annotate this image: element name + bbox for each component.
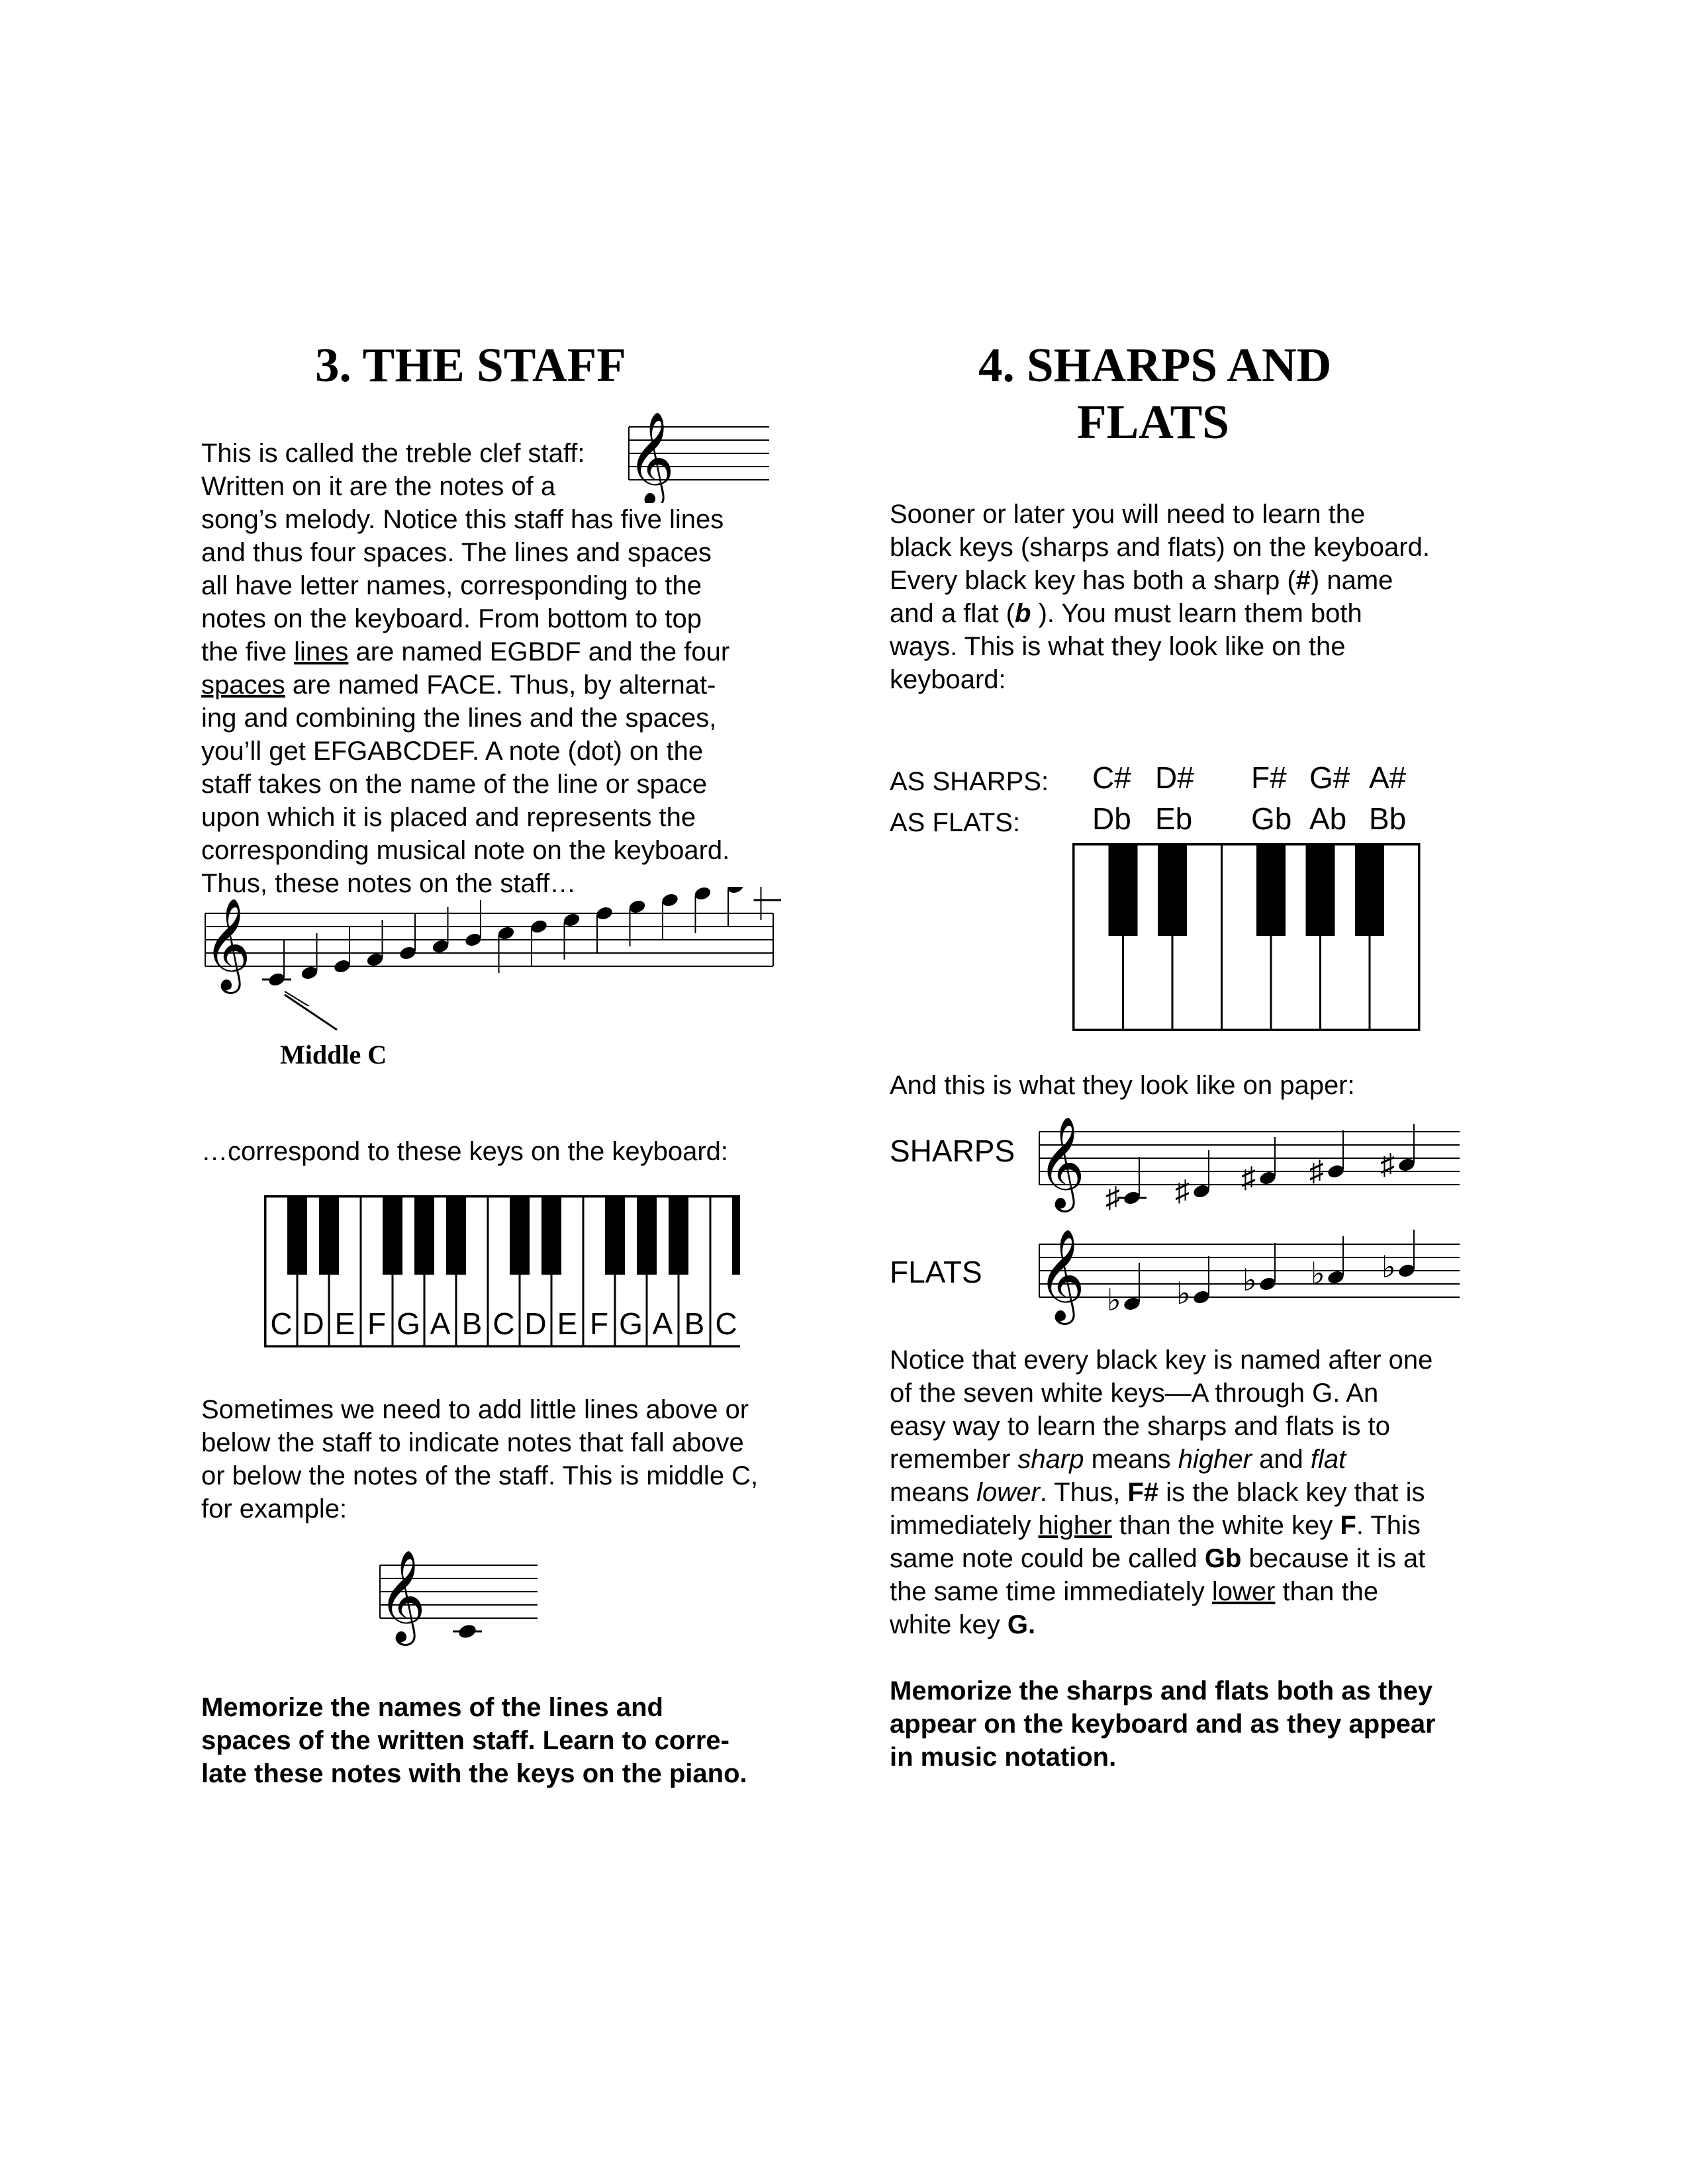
note-head bbox=[530, 919, 548, 934]
intro-line: black keys (sharps and flats) on the keyboard. bbox=[890, 533, 1430, 562]
as-sharps-label: AS SHARPS: bbox=[890, 767, 1049, 796]
note-head bbox=[333, 958, 352, 974]
treble-clef-icon: 𝄞 bbox=[628, 413, 675, 502]
black-key bbox=[287, 1197, 307, 1275]
intro-line: all have letter names, corresponding to the bbox=[201, 571, 702, 600]
intro-line-lines bbox=[201, 635, 797, 668]
text: because it is at bbox=[1241, 1544, 1426, 1573]
intro-line: corresponding musical note on the keyboard. bbox=[201, 836, 730, 865]
key-label: C bbox=[492, 1306, 515, 1341]
ledger-line: for example: bbox=[201, 1494, 348, 1524]
intro-line: Sooner or later you will need to learn the bbox=[890, 500, 1366, 529]
sharp-note-head bbox=[1123, 1190, 1141, 1206]
middle-c-note bbox=[457, 1623, 478, 1640]
ascending-notes-staff bbox=[199, 887, 781, 1006]
text: are named EGBDF and the four bbox=[348, 637, 730, 666]
memorize-line: late these notes with the keys on the piano. bbox=[201, 1759, 747, 1788]
key-label: A bbox=[430, 1306, 451, 1341]
sharps-intro bbox=[890, 498, 1485, 696]
note-head bbox=[496, 925, 515, 941]
flat-sign-icon: ♭ bbox=[1243, 1263, 1257, 1297]
flat-note-head bbox=[1192, 1289, 1211, 1305]
flat-sign-icon: ♭ bbox=[1107, 1283, 1121, 1317]
sharps-staff bbox=[1033, 1105, 1470, 1218]
memorize-line: Memorize the names of the lines and bbox=[201, 1693, 663, 1722]
bold-gb: Gb bbox=[1204, 1544, 1242, 1573]
note-head bbox=[595, 905, 614, 921]
note-head bbox=[464, 932, 483, 948]
bold-f-sharp: F# bbox=[1127, 1478, 1159, 1507]
middle-c-pointer bbox=[281, 991, 348, 1031]
paper-text: And this is what they look like on paper: bbox=[890, 1071, 1355, 1100]
italic-lower: lower bbox=[976, 1478, 1040, 1507]
treble-clef-icon: 𝄞 bbox=[379, 1551, 426, 1640]
left-memorize bbox=[201, 1691, 797, 1790]
memorize-line: spaces of the written staff. Learn to corre- bbox=[201, 1726, 729, 1755]
intro-line: Thus, these notes on the staff… bbox=[201, 869, 577, 898]
treble-clef-icon: 𝄞 bbox=[204, 899, 251, 988]
black-key bbox=[637, 1197, 657, 1275]
intro-line: staff takes on the name of the line or space bbox=[201, 770, 708, 799]
staff-notes bbox=[262, 887, 781, 987]
key-label: F bbox=[589, 1306, 609, 1341]
key-label: D bbox=[302, 1306, 324, 1341]
treble-clef-icon: 𝄞 bbox=[1038, 1118, 1085, 1206]
memorize-line: in music notation. bbox=[890, 1743, 1117, 1772]
note-head bbox=[693, 887, 712, 901]
text: means bbox=[890, 1478, 977, 1507]
notice-line bbox=[890, 1476, 1485, 1509]
intro-line: you’ll get EFGABCDEF. A note (dot) on the bbox=[201, 737, 704, 766]
notice-line bbox=[890, 1509, 1485, 1542]
note-head bbox=[300, 965, 318, 981]
black-key bbox=[732, 1197, 740, 1275]
text: than the white key bbox=[1111, 1511, 1340, 1540]
intro-line: ing and combining the lines and the spaces, bbox=[201, 704, 717, 733]
black-key bbox=[669, 1197, 688, 1275]
black-key bbox=[319, 1197, 339, 1275]
intro-line: upon which it is placed and represents the bbox=[201, 803, 696, 832]
flat-sign-icon: ♭ bbox=[1382, 1250, 1396, 1284]
black-key bbox=[1306, 844, 1335, 936]
flat-name: Ab bbox=[1309, 801, 1347, 836]
notice-line bbox=[890, 1575, 1485, 1608]
sharp-name: A# bbox=[1369, 760, 1407, 795]
key-label: D bbox=[524, 1306, 547, 1341]
black-key bbox=[605, 1197, 625, 1275]
text: the five bbox=[201, 637, 295, 666]
memorize-line: appear on the keyboard and as they appear bbox=[890, 1709, 1436, 1739]
note-head bbox=[726, 887, 745, 895]
bold-f: F bbox=[1340, 1511, 1356, 1540]
note-head bbox=[365, 952, 384, 968]
italic-sharp: sharp bbox=[1017, 1445, 1084, 1474]
intro-line: notes on the keyboard. From bottom to top bbox=[201, 604, 702, 633]
flat-symbol: b bbox=[1015, 599, 1031, 628]
black-key bbox=[1256, 844, 1286, 936]
italic-higher: higher bbox=[1178, 1445, 1252, 1474]
sharp-sign-icon: ♯ bbox=[1105, 1181, 1120, 1214]
intro-line bbox=[890, 597, 1485, 630]
underlined-spaces: spaces bbox=[201, 670, 285, 700]
text: than the bbox=[1275, 1577, 1379, 1606]
text: Every black key has both a sharp ( bbox=[890, 566, 1296, 595]
text: immediately bbox=[890, 1511, 1039, 1540]
black-key bbox=[1109, 844, 1138, 936]
sharp-sign-icon: ♯ bbox=[1380, 1148, 1395, 1181]
correspond-text: …correspond to these keys on the keyboard: bbox=[201, 1137, 729, 1166]
notice-line: easy way to learn the sharps and flats is to bbox=[890, 1412, 1390, 1441]
ledger-line: Sometimes we need to add little lines above or bbox=[201, 1395, 749, 1424]
bold-g: G. bbox=[1007, 1610, 1036, 1639]
intro-line: keyboard: bbox=[890, 665, 1006, 694]
intro-line: This is called the treble clef staff: bbox=[201, 439, 585, 468]
flat-name: Gb bbox=[1251, 801, 1292, 836]
intro-line-spaces bbox=[201, 668, 797, 702]
key-label: E bbox=[334, 1306, 355, 1341]
intro-line: song’s melody. Notice this staff has five lines bbox=[201, 505, 724, 534]
italic-flat: flat bbox=[1310, 1445, 1346, 1474]
notice-line bbox=[890, 1608, 1485, 1641]
intro-line: Written on it are the notes of a bbox=[201, 472, 556, 501]
sharp-name: D# bbox=[1155, 760, 1194, 795]
flat-note-head bbox=[1397, 1263, 1416, 1279]
key-label: C bbox=[715, 1306, 737, 1341]
key-label: C bbox=[270, 1306, 293, 1341]
text: . Thus, bbox=[1039, 1478, 1128, 1507]
note-head bbox=[628, 899, 646, 915]
notice-line: Notice that every black key is named after one bbox=[890, 1345, 1433, 1375]
black-key bbox=[383, 1197, 402, 1275]
sharp-name: C# bbox=[1092, 760, 1131, 795]
note-head bbox=[562, 912, 581, 928]
note-head bbox=[431, 938, 449, 954]
key-label: A bbox=[652, 1306, 673, 1341]
sharp-note-head bbox=[1327, 1163, 1345, 1179]
intro-line: and thus four spaces. The lines and spaces bbox=[201, 538, 712, 567]
note-head bbox=[399, 945, 417, 961]
notice-paragraph bbox=[890, 1343, 1485, 1641]
flats-label: FLATS bbox=[890, 1255, 982, 1289]
right-memorize bbox=[890, 1674, 1485, 1774]
sharp-note-head bbox=[1397, 1157, 1416, 1173]
as-flats-label: AS FLATS: bbox=[890, 808, 1021, 837]
ledger-text bbox=[201, 1393, 797, 1525]
keyboard-left bbox=[263, 1191, 740, 1350]
intro-line: ways. This is what they look like on the bbox=[890, 632, 1346, 661]
sharp-note-head bbox=[1258, 1170, 1277, 1186]
middle-c-staff bbox=[371, 1545, 543, 1661]
notice-line: of the seven white keys—A through G. An bbox=[890, 1379, 1379, 1408]
flat-name: Eb bbox=[1155, 801, 1193, 836]
text: is the black key that is bbox=[1158, 1478, 1425, 1507]
text: . This bbox=[1356, 1511, 1421, 1540]
text: white key bbox=[890, 1610, 1008, 1639]
keyboard-right bbox=[1071, 842, 1422, 1034]
text: ) name bbox=[1310, 566, 1393, 595]
text: and a flat ( bbox=[890, 599, 1015, 628]
ledger-line: below the staff to indicate notes that fall above bbox=[201, 1428, 744, 1457]
text: the same time immediately bbox=[890, 1577, 1212, 1606]
sharp-sign-icon: ♯ bbox=[1241, 1161, 1256, 1194]
notice-line bbox=[890, 1542, 1485, 1575]
black-key bbox=[446, 1197, 466, 1275]
middle-c-label: Middle C bbox=[280, 1040, 387, 1069]
sharp-symbol: # bbox=[1295, 566, 1311, 595]
key-label: G bbox=[397, 1306, 420, 1341]
text: remember bbox=[890, 1445, 1018, 1474]
black-key bbox=[1158, 844, 1187, 936]
right-heading-line1: 4. SHARPS AND bbox=[978, 338, 1332, 392]
key-label: G bbox=[619, 1306, 643, 1341]
flat-note-head bbox=[1327, 1269, 1345, 1285]
note-head bbox=[759, 887, 777, 888]
flat-note-head bbox=[1258, 1276, 1277, 1292]
black-key bbox=[414, 1197, 434, 1275]
underlined-lines: lines bbox=[294, 637, 349, 666]
treble-clef-icon: 𝄞 bbox=[1038, 1230, 1085, 1319]
key-label: F bbox=[367, 1306, 387, 1341]
sharp-name: F# bbox=[1251, 760, 1287, 795]
flats-staff bbox=[1033, 1218, 1470, 1330]
right-heading-line2: FLATS bbox=[1077, 395, 1229, 449]
text: are named FACE. Thus, by alternat- bbox=[285, 670, 716, 700]
underlined-higher: higher bbox=[1038, 1511, 1112, 1540]
flat-name: Db bbox=[1092, 801, 1131, 836]
ledger-line: or below the notes of the staff. This is middle C, bbox=[201, 1461, 759, 1490]
key-label: B bbox=[684, 1306, 705, 1341]
sharps-label: SHARPS bbox=[890, 1134, 1015, 1168]
flat-sign-icon: ♭ bbox=[1176, 1276, 1191, 1310]
note-head bbox=[661, 892, 679, 908]
sharp-sign-icon: ♯ bbox=[1309, 1155, 1324, 1187]
text: means bbox=[1084, 1445, 1178, 1474]
key-label: E bbox=[557, 1306, 578, 1341]
note-head bbox=[267, 972, 286, 987]
memorize-line: Memorize the sharps and flats both as they bbox=[890, 1676, 1433, 1706]
notice-line bbox=[890, 1443, 1485, 1476]
black-key bbox=[510, 1197, 530, 1275]
sharp-name: G# bbox=[1309, 760, 1350, 795]
intro-line bbox=[890, 564, 1485, 597]
staff-intro bbox=[201, 437, 797, 900]
key-label: B bbox=[461, 1306, 483, 1341]
flat-name: Bb bbox=[1369, 801, 1407, 836]
underlined-lower: lower bbox=[1211, 1577, 1276, 1606]
text: ). You must learn them both bbox=[1031, 599, 1362, 628]
flat-sign-icon: ♭ bbox=[1311, 1256, 1325, 1291]
flat-note-head bbox=[1123, 1296, 1141, 1312]
text: same note could be called bbox=[890, 1544, 1205, 1573]
sharp-sign-icon: ♯ bbox=[1175, 1175, 1190, 1207]
left-heading: 3. THE STAFF bbox=[315, 338, 626, 392]
black-key bbox=[1355, 844, 1384, 936]
black-key bbox=[541, 1197, 561, 1275]
text: and bbox=[1251, 1445, 1311, 1474]
sharp-note-head bbox=[1192, 1183, 1211, 1199]
